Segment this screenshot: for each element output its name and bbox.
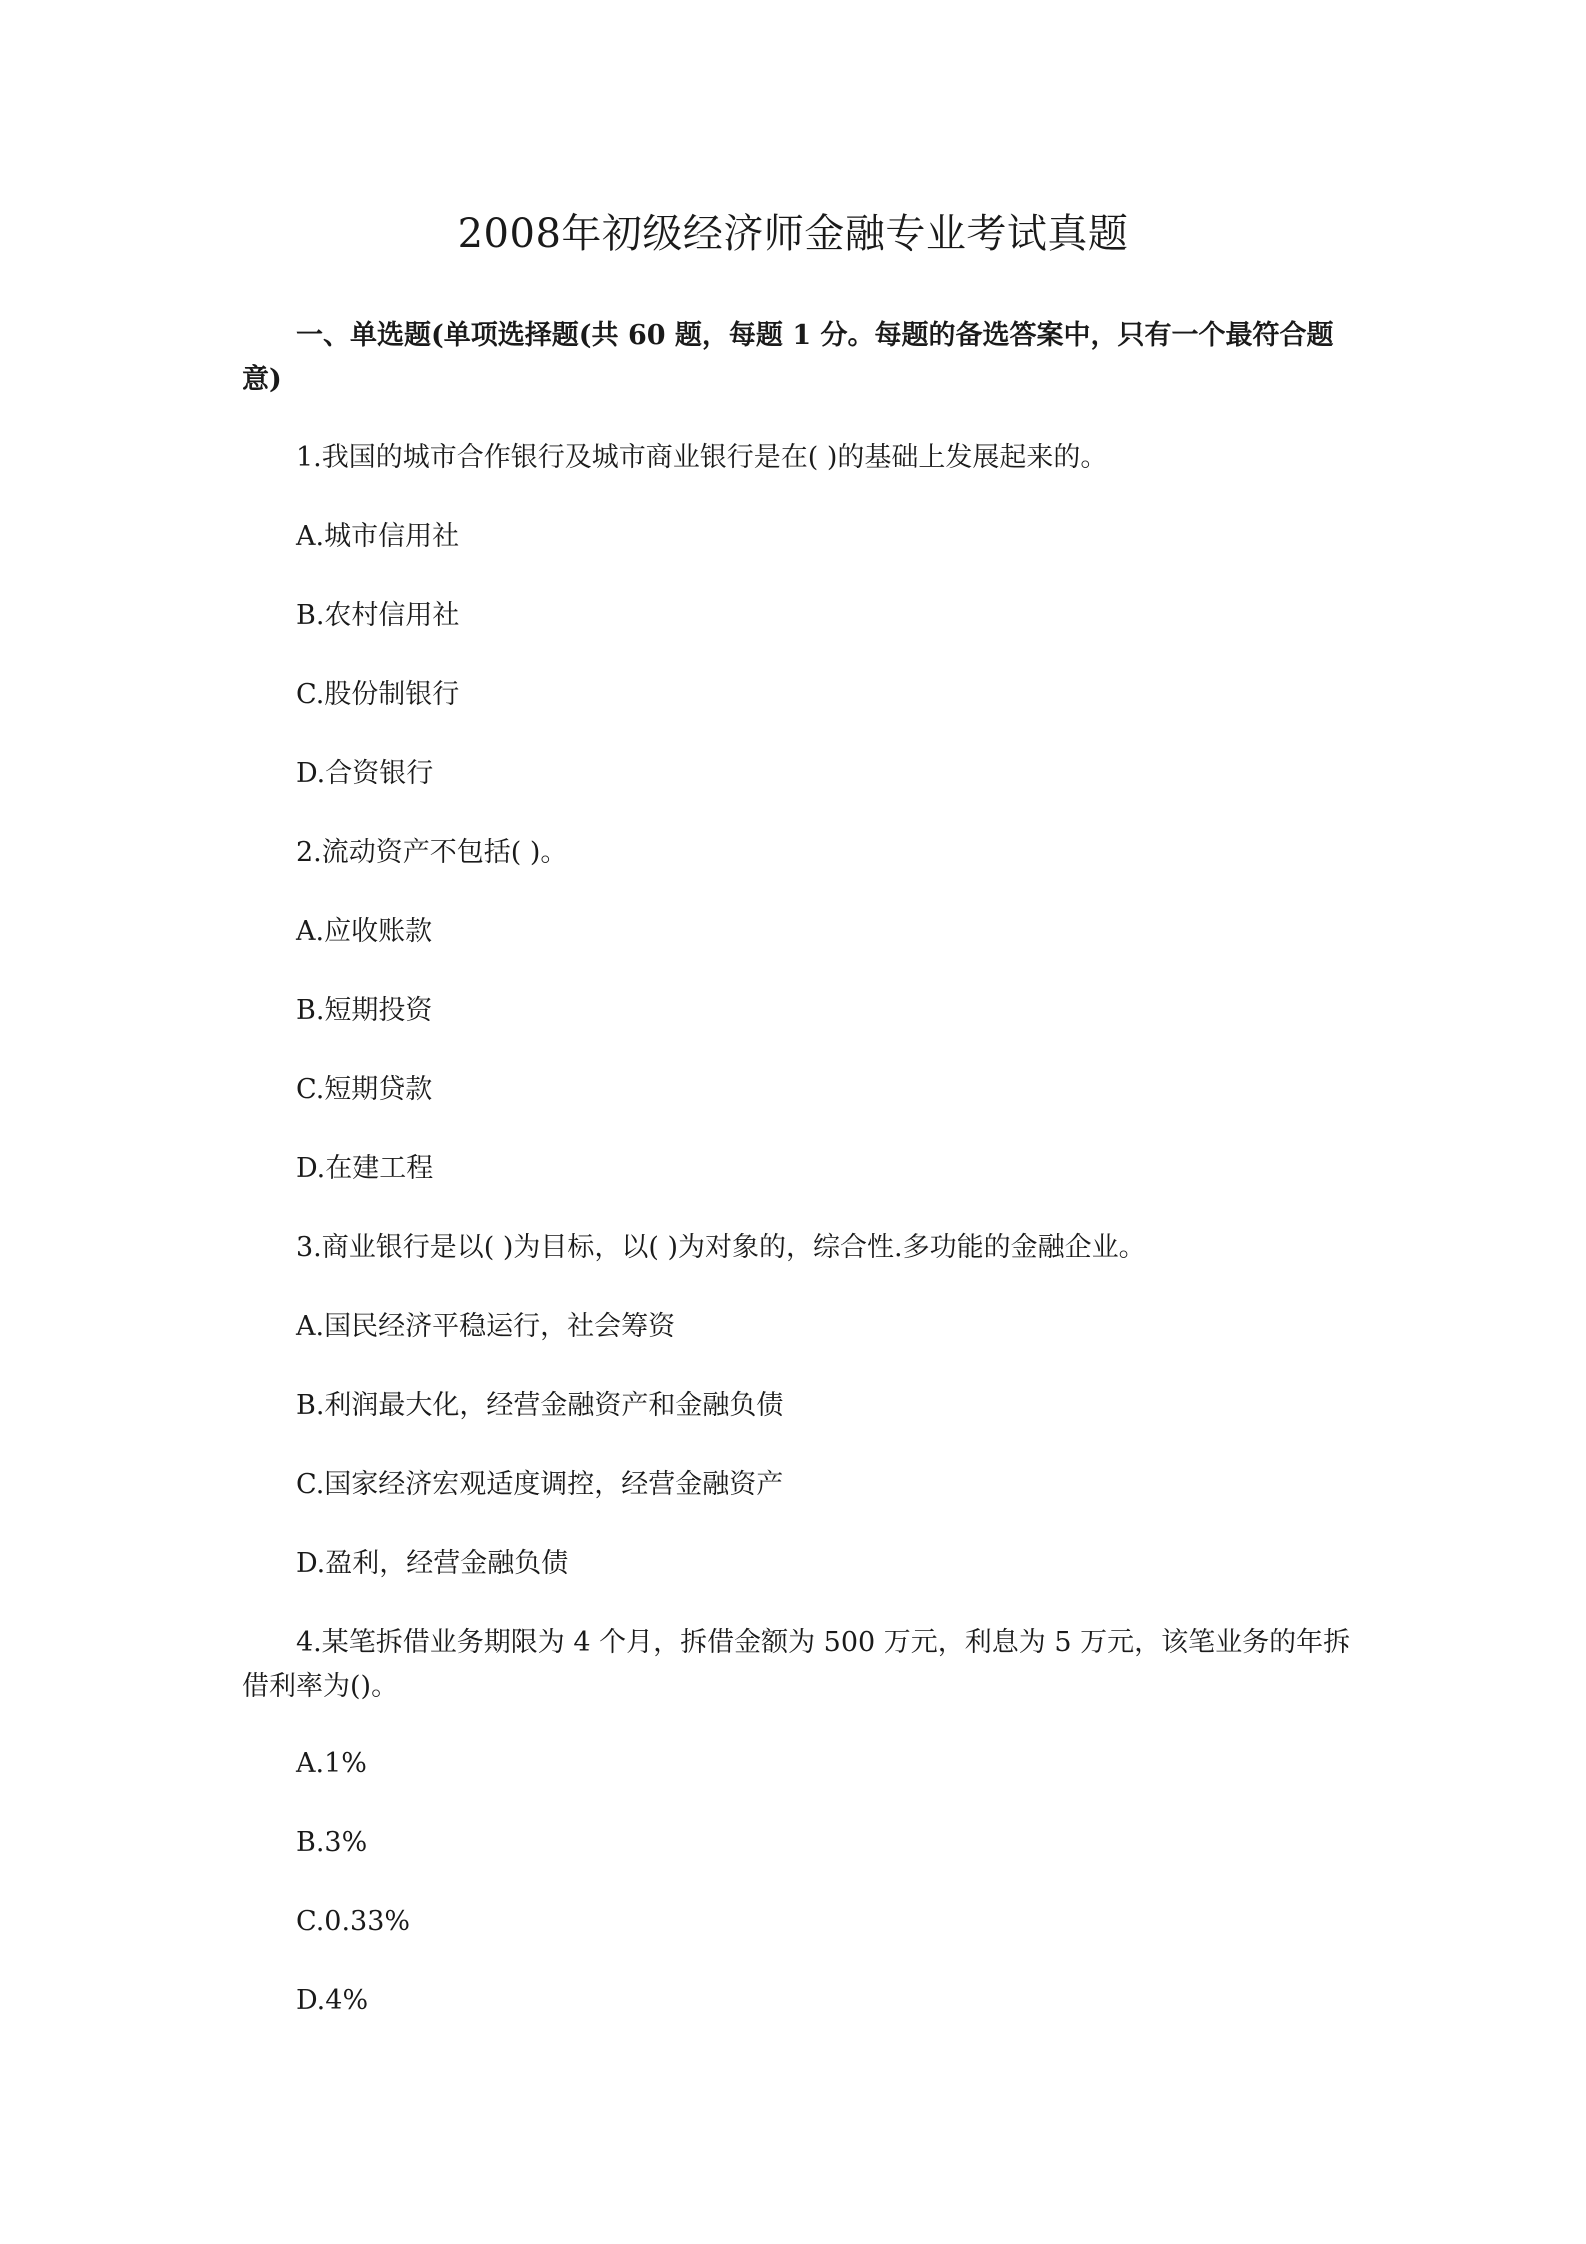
question-4-option-c: C.0.33% bbox=[296, 1906, 411, 1937]
question-3-option-d: D.盈利，经营金融负债 bbox=[296, 1548, 569, 1579]
question-1-option-c: C.股份制银行 bbox=[296, 679, 460, 710]
question-4-option-a: A.1% bbox=[296, 1748, 367, 1779]
section-heading: 一、单选题(单项选择题(共 60 题，每题 1 分。每题的备选答案中，只有一个最符合题意) bbox=[242, 320, 1334, 395]
question-4-stem: 4.某笔拆借业务期限为 4 个月，拆借金额为 500 万元，利息为 5 万元，该笔业务的年拆借利率为()。 bbox=[242, 1627, 1351, 1702]
question-1-option-d: D.合资银行 bbox=[296, 758, 434, 789]
question-2-option-a: A.应收账款 bbox=[296, 916, 433, 947]
question-3-stem: 3.商业银行是以( )为目标，以( )为对象的，综合性.多功能的金融企业。 bbox=[296, 1232, 1146, 1263]
question-2-option-d: D.在建工程 bbox=[296, 1153, 434, 1184]
question-2-option-c: C.短期贷款 bbox=[296, 1074, 433, 1105]
question-3-option-c: C.国家经济宏观适度调控，经营金融资产 bbox=[296, 1469, 784, 1500]
question-3-option-a: A.国民经济平稳运行，社会筹资 bbox=[296, 1311, 676, 1342]
question-4-option-b: B.3% bbox=[296, 1827, 368, 1858]
question-4-option-d: D.4% bbox=[296, 1985, 369, 2016]
question-2-option-b: B.短期投资 bbox=[296, 995, 433, 1026]
question-1-option-a: A.城市信用社 bbox=[296, 521, 460, 552]
document-title: 2008年初级经济师金融专业考试真题 bbox=[457, 211, 1129, 257]
question-1-stem: 1.我国的城市合作银行及城市商业银行是在( )的基础上发展起来的。 bbox=[296, 442, 1108, 473]
question-2-stem: 2.流动资产不包括( )。 bbox=[296, 837, 568, 868]
question-1-option-b: B.农村信用社 bbox=[296, 600, 460, 631]
question-3-option-b: B.利润最大化，经营金融资产和金融负债 bbox=[296, 1390, 784, 1421]
